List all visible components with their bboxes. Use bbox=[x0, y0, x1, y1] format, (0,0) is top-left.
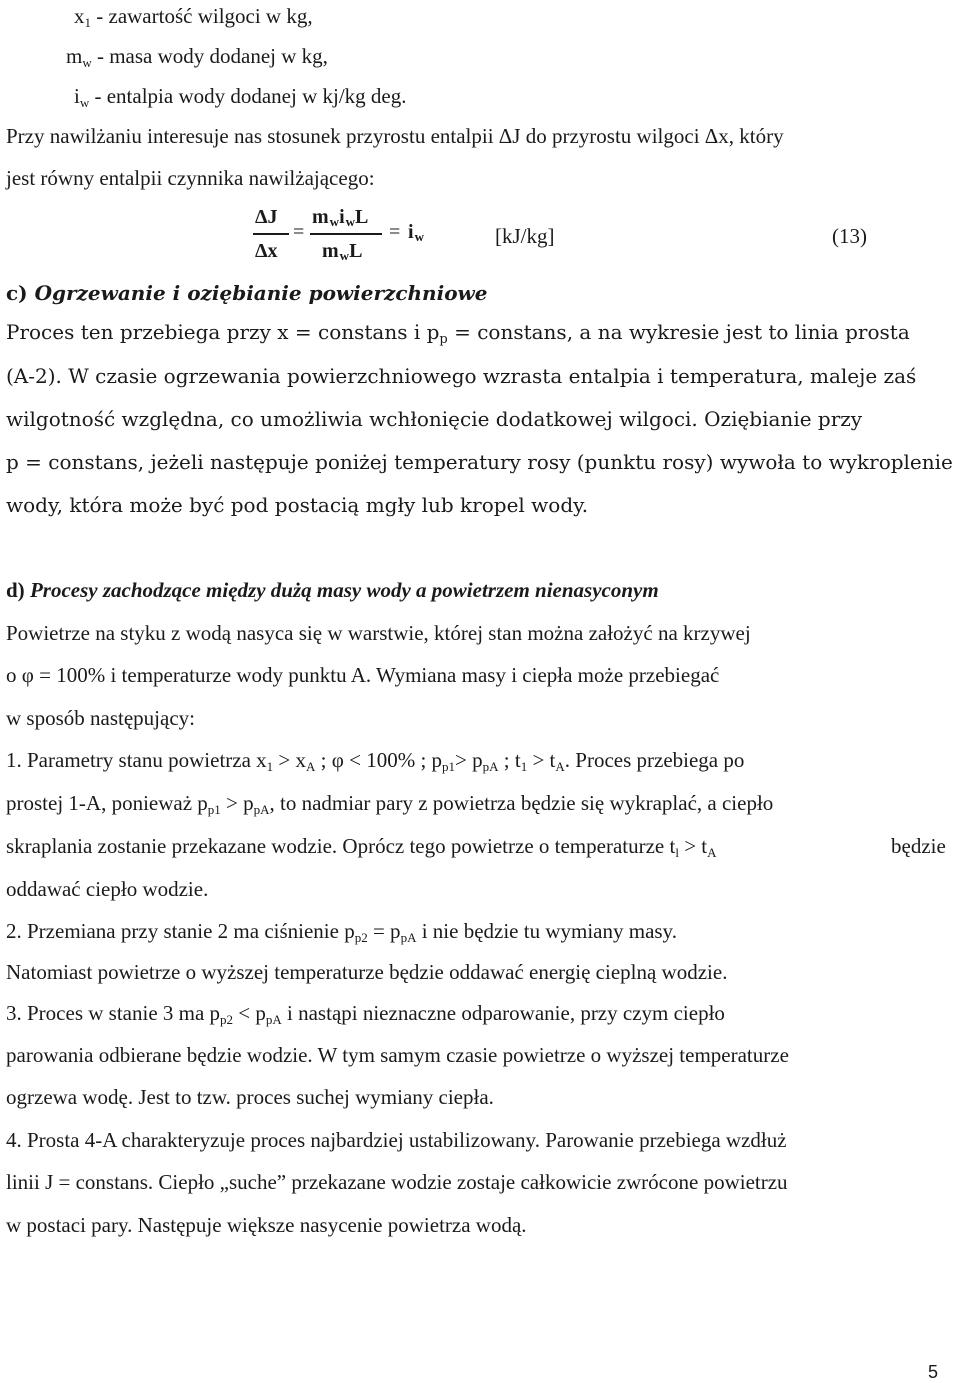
point-2-line-2: Natomiast powietrze o wyższej temperaturze będzie oddawać energię cieplną wodzie. bbox=[6, 960, 728, 984]
fraction-denominator-mwL bbox=[322, 240, 362, 263]
point-4-line-2: linii J = constans. Ciepło „suche” przekazane wodzie zostaje całkowicie zwrócone powietrzu bbox=[6, 1170, 788, 1194]
subscript: A bbox=[555, 759, 565, 774]
text: skraplania zostanie przekazane wodzie. Oprócz tego powietrze o temperaturze t bbox=[6, 834, 676, 858]
text: = p bbox=[367, 919, 401, 943]
subscript: p bbox=[439, 332, 448, 347]
subscript: 1 bbox=[84, 15, 91, 30]
text: > p bbox=[220, 791, 254, 815]
section-c-line-3: wilgotność względna, co umożliwia wchłonięcie dodatkowej wilgoci. Oziębianie przy bbox=[6, 407, 863, 431]
fraction-bar bbox=[310, 233, 382, 235]
section-c-line-4: p = constans, jeżeli następuje poniżej temperatury rosy (punktu rosy) wywoła to wykroplenie bbox=[6, 450, 953, 474]
subscript: p2 bbox=[354, 930, 368, 945]
symbol: i bbox=[339, 206, 345, 228]
subscript: w bbox=[82, 55, 92, 70]
section-d-line-3: w sposób następujący: bbox=[6, 706, 195, 730]
point-2-line-1 bbox=[6, 919, 677, 945]
fraction-denominator-dx: Δx bbox=[255, 240, 278, 262]
definition-mw bbox=[66, 44, 328, 70]
section-c-line-2: (A-2). W czasie ogrzewania powierzchniowego wzrasta entalpia i temperatura, maleje zaś bbox=[6, 364, 917, 388]
equation-number: (13) bbox=[832, 224, 867, 248]
symbol: m bbox=[312, 206, 329, 228]
text: > t bbox=[527, 748, 556, 772]
point-1-line-3 bbox=[6, 834, 717, 860]
text: > p bbox=[455, 748, 483, 772]
subscript: p1 bbox=[207, 802, 221, 817]
point-3-line-1 bbox=[6, 1001, 725, 1027]
text: 1. Parametry stanu powietrza x bbox=[6, 748, 267, 772]
equation-rhs bbox=[408, 221, 424, 244]
text: i nastąpi nieznaczne odparowanie, przy czym ciepło bbox=[281, 1001, 725, 1025]
text: , to nadmiar pary z powietrza będzie się wykraplać, a ciepło bbox=[269, 791, 774, 815]
point-1-line-1 bbox=[6, 748, 745, 774]
text: prostej 1-A, ponieważ p bbox=[6, 791, 208, 815]
subscript: w bbox=[339, 248, 350, 263]
subscript: 1 bbox=[266, 759, 274, 774]
point-4-line-3: w postaci pary. Następuje większe nasycenie powietrza wodą. bbox=[6, 1213, 527, 1237]
symbol: i bbox=[408, 221, 414, 243]
section-d-line-1: Powietrze na styku z wodą nasyca się w warstwie, której stan można założyć na krzywej bbox=[6, 621, 751, 645]
fraction-bar bbox=[253, 233, 289, 235]
point-4-line-1: 4. Prosta 4-A charakteryzuje proces najbardziej ustabilizowany. Parowanie przebiega wzdłuż bbox=[6, 1128, 787, 1152]
text: i nie będzie tu wymiany masy. bbox=[416, 919, 677, 943]
section-title: Ogrzewanie i oziębianie powierzchniowe bbox=[34, 281, 488, 305]
definition-text: - masa wody dodanej w kg, bbox=[91, 44, 328, 68]
equals-sign: = bbox=[389, 221, 401, 243]
fraction-numerator-mwiwL bbox=[312, 206, 368, 229]
subscript: l bbox=[675, 845, 679, 860]
point-1-line-2 bbox=[6, 791, 774, 817]
text: 3. Proces w stanie 3 ma p bbox=[6, 1001, 221, 1025]
text: 2. Przemiana przy stanie 2 ma ciśnienie p bbox=[6, 919, 355, 943]
subscript: A bbox=[707, 845, 717, 860]
symbol: m bbox=[322, 240, 339, 262]
definition-iw bbox=[74, 84, 407, 110]
fraction-numerator-dJ: ΔJ bbox=[255, 206, 278, 228]
section-label: d) bbox=[6, 578, 30, 602]
definition-x1 bbox=[74, 4, 313, 30]
page-number: 5 bbox=[927, 1362, 938, 1382]
text: = constans, a na wykresie jest to linia prosta bbox=[447, 320, 910, 344]
symbol: i bbox=[74, 84, 80, 108]
definition-text: - entalpia wody dodanej w kj/kg deg. bbox=[89, 84, 407, 108]
subscript: p1 bbox=[442, 759, 456, 774]
point-3-line-2: parowania odbierane będzie wodzie. W tym samym czasie powietrze o wyższej temperaturze bbox=[6, 1043, 789, 1067]
equation-unit: [kJ/kg] bbox=[495, 224, 555, 248]
point-1-line-4: oddawać ciepło wodzie. bbox=[6, 877, 209, 901]
subscript: w bbox=[345, 214, 356, 229]
subscript: w bbox=[329, 214, 340, 229]
text: < p bbox=[233, 1001, 266, 1025]
subscript: pA bbox=[482, 759, 499, 774]
section-c-heading bbox=[6, 283, 487, 303]
definition-text: - zawartość wilgoci w kg, bbox=[91, 4, 313, 28]
subscript: w bbox=[79, 95, 90, 110]
symbol: x bbox=[74, 4, 85, 28]
subscript: p2 bbox=[220, 1012, 234, 1027]
text: > x bbox=[273, 748, 307, 772]
subscript: pA bbox=[265, 1012, 282, 1027]
subscript: pA bbox=[253, 802, 270, 817]
intro-line-1: Przy nawilżaniu interesuje nas stosunek przyrostu entalpii ΔJ do przyrostu wilgoci Δx, który bbox=[6, 124, 784, 148]
section-label: c) bbox=[6, 281, 35, 305]
subscript: A bbox=[306, 759, 316, 774]
symbol: L bbox=[349, 240, 363, 262]
point-1-line-3-end: będzie bbox=[891, 834, 946, 858]
subscript: w bbox=[414, 229, 424, 244]
section-d-line-2: o φ = 100% i temperaturze wody punktu A. Wymiana masy i ciepła może przebiegać bbox=[6, 663, 720, 687]
text: > t bbox=[678, 834, 708, 858]
symbol: L bbox=[355, 206, 369, 228]
section-c-line-1 bbox=[6, 320, 910, 347]
text: ; t bbox=[498, 748, 521, 772]
section-title: Procesy zachodzące między dużą masy wody a powietrzem nienasyconym bbox=[29, 578, 659, 602]
symbol: m bbox=[66, 44, 83, 68]
subscript: pA bbox=[400, 930, 417, 945]
point-3-line-3: ogrzewa wodę. Jest to tzw. proces suchej wymiany ciepła. bbox=[6, 1085, 494, 1109]
intro-line-2: jest równy entalpii czynnika nawilżającego: bbox=[6, 166, 375, 190]
subscript: 1 bbox=[520, 759, 528, 774]
text: Proces ten przebiega przy x = constans i p bbox=[6, 320, 440, 344]
section-c-line-5: wody, która może być pod postacią mgły lub kropel wody. bbox=[6, 493, 589, 517]
text: ; φ < 100% ; p bbox=[315, 748, 443, 772]
text: . Proces przebiega po bbox=[564, 748, 745, 772]
equals-sign: = bbox=[293, 221, 305, 243]
section-d-heading bbox=[6, 580, 659, 601]
